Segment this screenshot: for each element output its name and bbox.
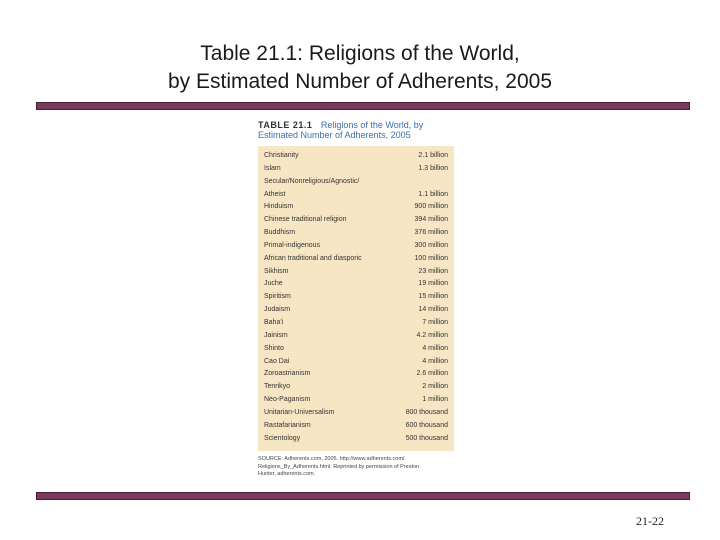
table-row: [264, 343, 448, 356]
adherents-value: 2 million: [422, 383, 448, 391]
table-row: [264, 356, 448, 369]
adherents-value: 600 thousand: [405, 421, 448, 429]
religion-name: Jainism: [264, 331, 288, 339]
adherents-value: 376 million: [414, 229, 448, 237]
source-line-3: Hunter, adherents.com.: [258, 471, 316, 478]
table-row: [264, 189, 448, 202]
adherents-value: 7 million: [422, 318, 448, 326]
table-row: [264, 227, 448, 240]
religion-name: Hinduism: [264, 203, 294, 211]
table-title-line-1: Religions of the World, by: [320, 120, 424, 130]
adherents-value: 19 million: [418, 280, 448, 288]
religion-name: Juche: [264, 280, 283, 288]
adherents-value: 1.3 billion: [418, 164, 448, 172]
religion-name: African traditional and diasporic: [264, 254, 362, 262]
table-row: [264, 394, 448, 407]
religion-name: Islam: [264, 164, 281, 172]
table-row: [264, 214, 448, 227]
table-row: [264, 433, 448, 446]
adherents-value: 500 thousand: [405, 434, 448, 442]
religions-table-figure: [258, 120, 454, 479]
religion-name: Zoroastrianism: [264, 370, 311, 378]
table-title-line-2: Estimated Number of Adherents, 2005: [258, 130, 411, 140]
adherents-value: 14 million: [418, 306, 448, 314]
table-row: [264, 163, 448, 176]
table-row: [264, 368, 448, 381]
table-row: [264, 317, 448, 330]
table-number: TABLE 21.1: [258, 120, 313, 130]
adherents-value: 4 million: [422, 344, 448, 352]
bottom-divider-bar: [36, 492, 690, 500]
table-caption: [258, 120, 454, 140]
religion-name: Rastafarianism: [264, 421, 311, 429]
religion-name: Secular/Nonreligious/Agnostic/: [264, 177, 360, 185]
adherents-value: 1.1 billion: [418, 190, 448, 198]
adherents-value: 300 million: [414, 241, 448, 249]
religion-name: Christianity: [264, 152, 299, 159]
adherents-value: 1 million: [422, 396, 448, 404]
table-row: [264, 240, 448, 253]
religion-name: Primal-indigenous: [264, 241, 321, 249]
religion-name: Atheist: [264, 190, 286, 198]
table-row: [264, 407, 448, 420]
table-row: [264, 176, 448, 189]
table-row: [264, 150, 448, 163]
adherents-value: 800 thousand: [405, 408, 448, 416]
table-body: [258, 146, 454, 451]
adherents-value: 900 million: [414, 203, 448, 211]
adherents-value: 100 million: [414, 254, 448, 262]
table-row: [264, 201, 448, 214]
table-row: [264, 278, 448, 291]
religion-name: Chinese traditional religion: [264, 216, 347, 224]
adherents-value: 2.6 million: [416, 370, 448, 378]
religion-name: Sikhism: [264, 267, 289, 275]
religion-name: Judaism: [264, 306, 291, 314]
adherents-value: 4 million: [422, 357, 448, 365]
adherents-value: 394 million: [414, 216, 448, 224]
adherents-value: 23 million: [418, 267, 448, 275]
slide-title: [0, 40, 720, 96]
religion-name: Tenrikyo: [264, 383, 291, 391]
slide-number: 21-22: [636, 514, 664, 528]
religion-name: Baha'i: [264, 318, 284, 326]
adherents-value: 15 million: [418, 293, 448, 301]
table-row: [264, 420, 448, 433]
table-source-note: [258, 456, 454, 479]
religion-name: Shinto: [264, 344, 284, 352]
table-row: [264, 266, 448, 279]
religion-name: Spiritism: [264, 293, 291, 301]
religion-name: Cao Dai: [264, 357, 290, 365]
religion-name: Unitarian-Universalism: [264, 408, 335, 416]
table-row: [264, 291, 448, 304]
adherents-value: 2.1 billion: [418, 152, 448, 159]
table-row: [264, 304, 448, 317]
table-row: [264, 253, 448, 266]
slide-title-line-1: Table 21.1: Religions of the World,: [200, 42, 520, 65]
adherents-value: 4.2 million: [416, 331, 448, 339]
top-divider-bar: [36, 102, 690, 110]
source-line-1: SOURCE: Adherents.com, 2005. http://www.adherents.com/: [258, 456, 405, 463]
religion-name: Buddhism: [264, 229, 296, 237]
table-row: [264, 381, 448, 394]
slide-title-line-2: by Estimated Number of Adherents, 2005: [167, 70, 553, 93]
table-row: [264, 330, 448, 343]
religion-name: Neo-Paganism: [264, 396, 311, 404]
source-line-2: Religions_By_Adherents.html. Reprinted by permission of Preston: [258, 463, 420, 470]
religion-name: Scientology: [264, 434, 301, 442]
